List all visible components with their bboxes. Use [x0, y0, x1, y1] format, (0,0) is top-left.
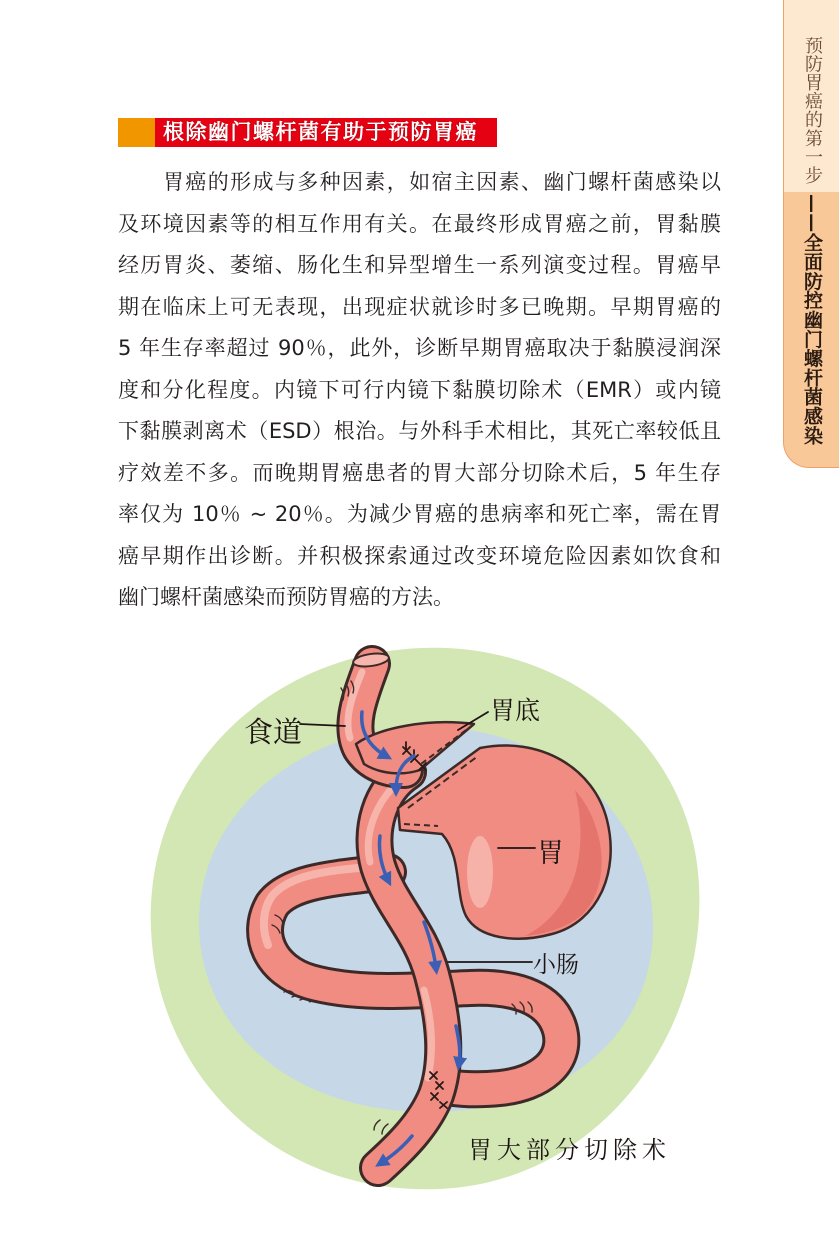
paragraph-line: 疗效差不多。而晚期胃癌患者的胃大部分切除术后，5 年生存	[118, 460, 721, 485]
esophagus-label: 食道	[244, 715, 303, 749]
small-intestine-label: 小肠	[533, 952, 579, 978]
chapter-tab-upper	[783, 0, 839, 192]
paragraph-line: 率仅为 10％ ~ 20％。为减少胃癌的患病率和死亡率，需在胃	[118, 502, 721, 526]
chapter-subtitle: 全面防控幽门螺杆菌感染	[801, 232, 823, 445]
paragraph-line: 经历胃炎、萎缩、肠化生和异型增生一系列演变过程。胃癌早	[118, 253, 721, 277]
gastrectomy-illustration	[140, 640, 710, 1210]
chapter-title: 预防胃癌的第一步	[802, 36, 823, 185]
chapter-separator: ——	[801, 194, 823, 233]
paragraph-line: 下黏膜剥离术（ESD）根治。与外科手术相比，其死亡率较低且	[118, 419, 721, 443]
stomach-highlight	[467, 836, 493, 908]
figure-caption: 胃大部分切除术	[468, 1136, 671, 1164]
section-heading-text: 根除幽门螺杆菌有助于预防胃癌	[155, 118, 497, 147]
paragraph-line: 及环境因素等的相互作用有关。在最终形成胃癌之前，胃黏膜	[118, 211, 721, 236]
paragraph-line: 幽门螺杆菌感染而预防胃癌的方法。	[118, 585, 454, 609]
paragraph-line: 5 年生存率超过 90％，此外，诊断早期胃癌取决于黏膜浸润深	[118, 336, 721, 360]
paragraph-line: 癌早期作出诊断。并积极探索通过改变环境危险因素如饮食和	[118, 543, 721, 568]
paragraph-line: 胃癌的形成与多种因素，如宿主因素、幽门螺杆菌感染以	[163, 170, 721, 194]
stomach-label: 胃	[537, 838, 564, 869]
chapter-side-tab	[783, 0, 839, 468]
paragraph-line: 期在临床上可无表现，出现症状就诊时多已晚期。早期胃癌的	[118, 294, 721, 319]
heading-marker-block	[118, 118, 155, 147]
body-paragraph	[118, 162, 721, 619]
fundus-label: 胃底	[490, 696, 541, 725]
paragraph-line: 度和分化程度。内镜下可行内镜下黏膜切除术（EMR）或内镜	[118, 377, 721, 402]
chapter-tab-lower	[783, 192, 839, 468]
section-heading	[118, 118, 497, 147]
chapter-subtitle-block	[784, 194, 839, 445]
